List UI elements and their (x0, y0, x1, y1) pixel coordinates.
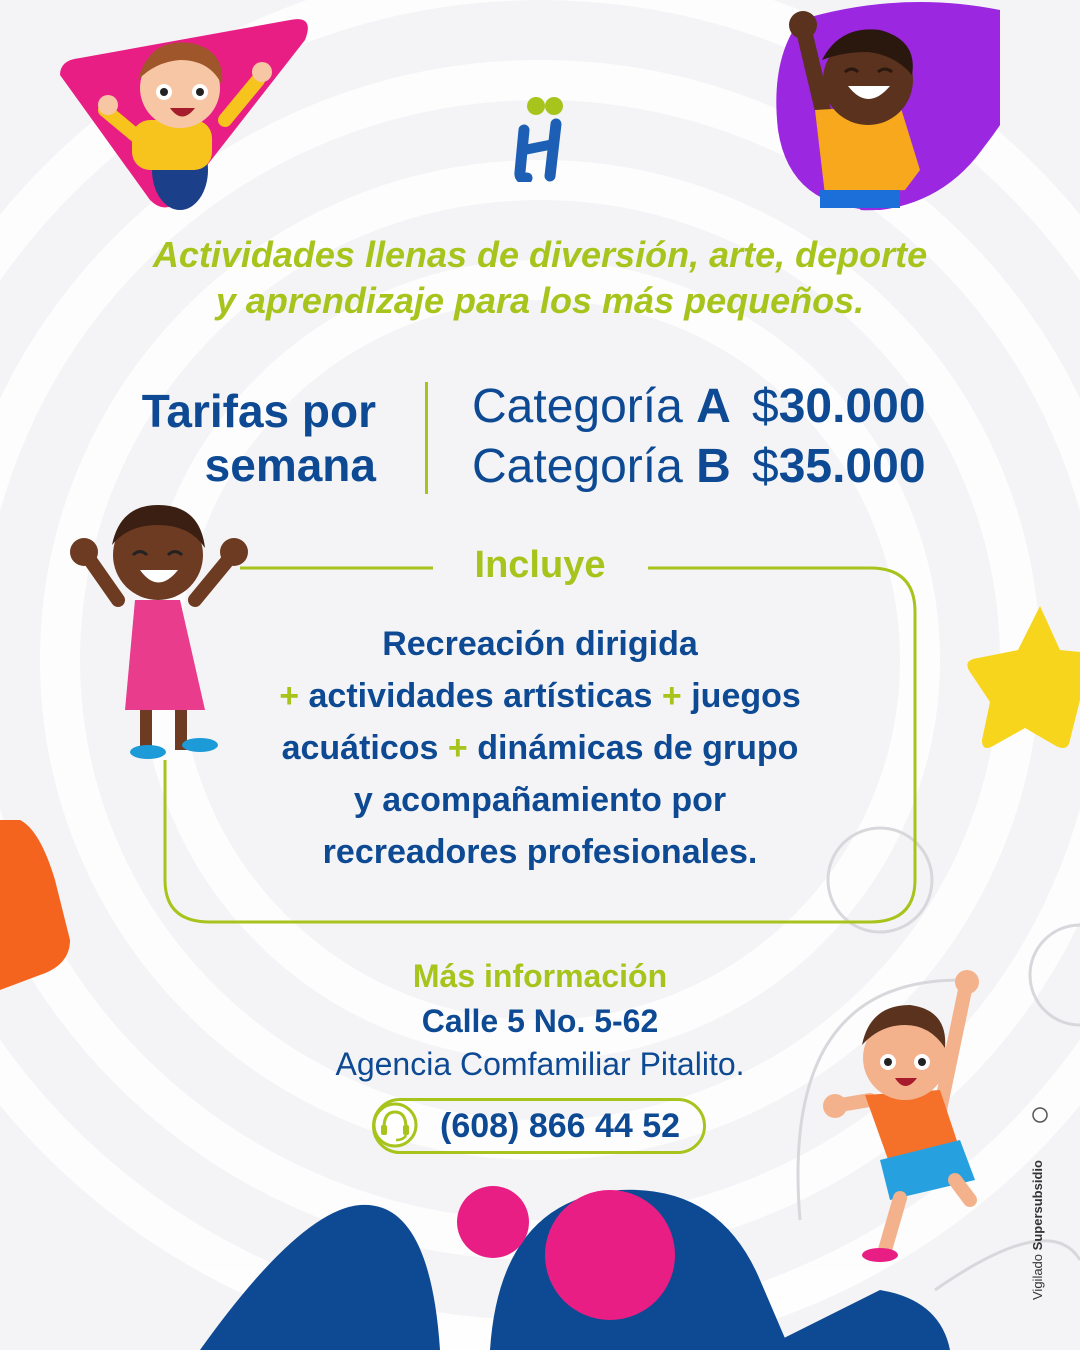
plus-icon: + (447, 729, 468, 767)
vigilado-name: Supersubsidio (1030, 1160, 1045, 1251)
comfamiliar-logo (510, 92, 570, 182)
includes-line-2 (200, 670, 880, 722)
tagline (0, 232, 1080, 324)
rate-label: Categoría (472, 440, 683, 493)
rates-title-line-2: semana (204, 439, 376, 491)
rate-price (752, 438, 926, 496)
includes-list (200, 618, 880, 878)
rate-row-b (472, 438, 926, 496)
rate-amount: 35.000 (778, 440, 926, 493)
pink-circle-large (545, 1190, 675, 1320)
rate-currency: $ (752, 380, 779, 433)
vigilado-label (1030, 1160, 1045, 1300)
rate-category-letter: A (696, 380, 731, 433)
plus-icon: + (661, 677, 682, 715)
rates-title (100, 384, 376, 492)
contact-address: Calle 5 No. 5-62 (421, 1003, 659, 1039)
tagline-line-1: Actividades llenas de diversión, arte, deporte (152, 234, 928, 275)
includes-line-5: recreadores profesionales. (322, 833, 758, 871)
contact-agency: Agencia Comfamiliar Pitalito. (335, 1046, 745, 1082)
rate-amount: 30.000 (778, 380, 926, 433)
vigilado-prefix: Vigilado (1030, 1253, 1045, 1300)
includes-item-arts: actividades artísticas (308, 677, 653, 715)
includes-item-dynamics: dinámicas de grupo (477, 729, 799, 767)
includes-line-1: Recreación dirigida (382, 625, 698, 663)
rate-price (752, 378, 926, 436)
rate-row-a (472, 378, 926, 436)
includes-line-3 (200, 722, 880, 774)
tagline-line-2: y aprendizaje para los más pequeños. (215, 280, 865, 321)
phone-number[interactable]: (608) 866 44 52 (440, 1107, 681, 1145)
plus-icon: + (279, 677, 300, 715)
rates-divider (425, 382, 428, 494)
contact-title: Más información (412, 958, 668, 994)
includes-item-aquatic: acuáticos (281, 729, 439, 767)
rate-label: Categoría (472, 380, 683, 433)
headset-icon (370, 1100, 420, 1150)
includes-line-4: y acompañamiento por (353, 781, 727, 819)
rate-category-letter: B (696, 440, 731, 493)
rates-title-line-1: Tarifas por (141, 385, 376, 437)
includes-heading: Incluye (474, 544, 606, 586)
rate-currency: $ (752, 440, 779, 493)
pink-circle-small (457, 1186, 529, 1258)
includes-item-games: juegos (691, 677, 801, 715)
